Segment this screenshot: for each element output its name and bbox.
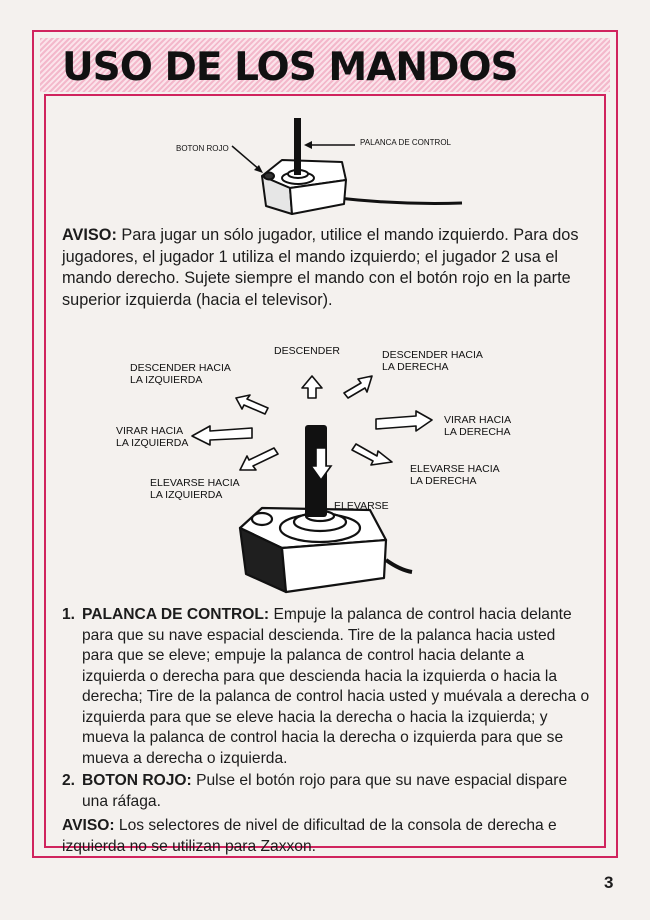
- notice-difficulty: [62, 816, 590, 857]
- arrow-up-right-icon: [344, 376, 372, 398]
- label-rise-right: ELEVARSE HACIA LA DERECHA: [410, 463, 500, 487]
- label-rise-left: ELEVARSE HACIA LA IZQUIERDA: [150, 477, 240, 501]
- label-turn-left: VIRAR HACIA LA IZQUIERDA: [116, 425, 189, 449]
- list-item-body: [82, 771, 590, 812]
- arrow-left-icon: [192, 426, 252, 445]
- label-control-stick: PALANCA DE CONTROL: [360, 138, 451, 147]
- label-red-button: BOTON ROJO: [176, 144, 229, 153]
- list-item-text: Empuje la palanca de control hacia delante para que su nave espacial descienda. Tire de la palanca hacia usted para que se eleve; empuje la palanca de control hacia delante a izquierda o derecha para que descienda hacia la izquierda o hacia la derecha; Tire de la palanca de control hacia usted y muévala a derecha o izquierda para que se eleve hacia la derecha o hacia la izquierda; y mueva la palanca de control hacia la derecha o izquierda para que se mueva a derecha o izquierda.: [82, 606, 590, 767]
- notice-text: Para jugar un sólo jugador, utilice el mando izquierdo. Para dos jugadores, el jugador 1 utiliza el mando izquierdo; el jugador 2 usa el mando derecho. Sujete siempre el mando con el botón rojo en la parte superior izquierda (hacia el televisor).: [62, 226, 579, 309]
- label-descend-left: DESCENDER HACIA LA IZQUIERDA: [130, 362, 231, 386]
- arrow-down-right-icon: [352, 444, 392, 465]
- list-item: [62, 771, 590, 812]
- list-item: [62, 605, 590, 769]
- label-descend-right: DESCENDER HACIA LA DERECHA: [382, 349, 483, 373]
- list-item-body: [82, 605, 590, 769]
- list-item-number: 1.: [62, 606, 76, 623]
- list-item-lead: BOTON ROJO:: [82, 772, 192, 789]
- list-item-lead: PALANCA DE CONTROL:: [82, 606, 270, 623]
- instructions-list: [62, 605, 590, 873]
- arrow-down-left-icon: [240, 448, 278, 470]
- arrow-up-left-icon: [236, 395, 268, 414]
- label-descend: DESCENDER: [274, 345, 340, 357]
- page-title: USO DE LOS MANDOS: [62, 45, 518, 90]
- label-turn-right: VIRAR HACIA LA DERECHA: [444, 414, 511, 438]
- label-rise: ELEVARSE: [334, 500, 389, 512]
- list-item-number: 2.: [62, 772, 76, 789]
- notice-lead: AVISO:: [62, 226, 117, 244]
- arrow-up-icon: [302, 376, 322, 398]
- page-number: 3: [604, 873, 614, 892]
- list-item-text: Pulse el botón rojo para que su nave espacial dispare una ráfaga.: [82, 772, 568, 810]
- notice-lead: AVISO:: [62, 817, 115, 834]
- notice-text: Los selectores de nivel de dificultad de la consola de derecha e izquierda no se utilizan para Zaxxon.: [62, 817, 557, 855]
- arrow-right-icon: [376, 411, 432, 431]
